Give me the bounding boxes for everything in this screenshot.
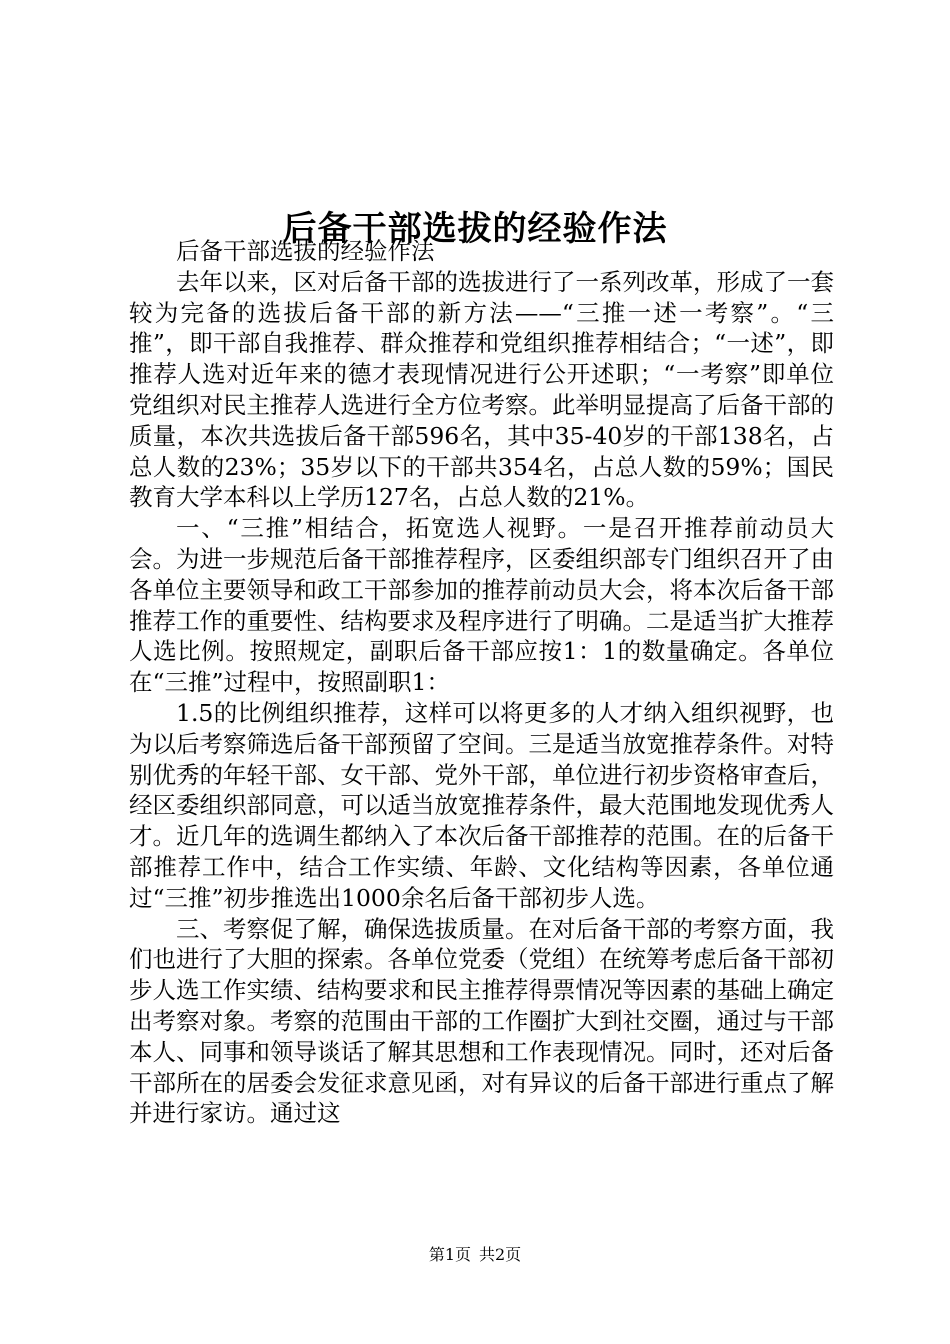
page-number: 第1页 bbox=[428, 1245, 471, 1264]
body-paragraph-section-three: 三、考察促了解，确保选拔质量。在对后备干部的考察方面，我们也进行了大胆的探索。各单位党委（党组）在统筹考虑后备干部初步人选工作实绩、结构要求和民主推荐得票情况等因素的基础上确定出考察对象。考察的范围由干部的工作圈扩大到社交圈，通过与干部本人、同事和领导谈话了解其思想和工作表现情况。同时，还对后备干部所在的居委会发征求意见函，对有异议的后备干部进行重点了解并进行家访。通过这 bbox=[129, 914, 834, 1128]
body-paragraph-section-one-cont: 1.5的比例组织推荐，这样可以将更多的人才纳入组织视野，也为以后考察筛选后备干部预留了空间。三是适当放宽推荐条件。对特别优秀的年轻干部、女干部、党外干部，单位进行初步资格审查后，经区委组织部同意，可以适当放宽推荐条件，最大范围地发现优秀人才。近几年的选调生都纳入了本次后备干部推荐的范围。在的后备干部推荐工作中，结合工作实绩、年龄、文化结构等因素，各单位通过“三推”初步推选出1000余名后备干部初步人选。 bbox=[129, 698, 834, 912]
document-title: 后备干部选拔的经验作法 bbox=[282, 208, 668, 249]
page-total: 共2页 bbox=[479, 1245, 522, 1264]
body-paragraph-intro: 去年以来，区对后备干部的选拔进行了一系列改革，形成了一套较为完备的选拔后备干部的新方法——“三推一述一考察”。“三推”，即干部自我推荐、群众推荐和党组织推荐相结合；“一述”，即推荐人选对近年来的德才表现情况进行公开述职；“一考察”即单位党组织对民主推荐人选进行全方位考察。此举明显提高了后备干部的质量，本次共选拔后备干部596名，其中35-40岁的干部138名，占总人数的23%；35岁以下的干部共354名，占总人数的59%；国民教育大学本科以上学历127名，占总人数的21%。 bbox=[129, 267, 834, 512]
page-footer bbox=[0, 1244, 950, 1266]
body-paragraph-section-one: 一、“三推”相结合，拓宽选人视野。一是召开推荐前动员大会。为进一步规范后备干部推荐程序，区委组织部专门组织召开了由各单位主要领导和政工干部参加的推荐前动员大会，将本次后备干部推荐工作的重要性、结构要求及程序进行了明确。二是适当扩大推荐人选比例。按照规定，副职后备干部应按1：1的数量确定。各单位在“三推”过程中，按照副职1： bbox=[129, 514, 834, 697]
document-body bbox=[129, 236, 834, 1129]
body-paragraph-subtitle: 后备干部选拔的经验作法 bbox=[176, 237, 435, 265]
